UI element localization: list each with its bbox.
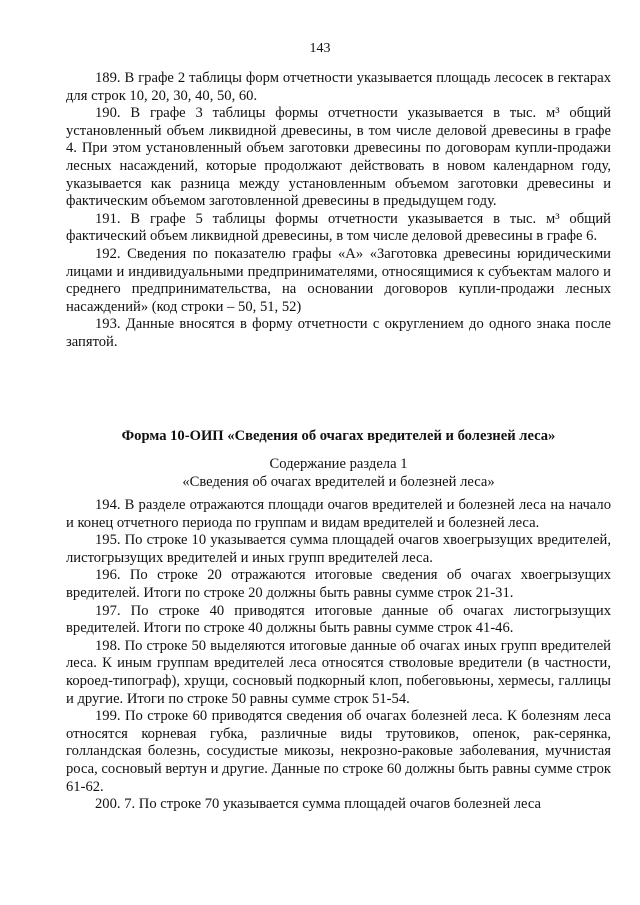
paragraph-200: 200. 7. По строке 70 указывается сумма площадей очагов болезней леса [95,796,542,813]
paragraph-199: 199. По строке 60 приводятся сведения об очагах болезней леса. К болезням леса относятся корневая губка, различные виды трутовиков, опенок, рак-серянка, голландская болезнь, сосудистые микозы, некрозно-раковые заболевания, мучнистая роса, сосновый вертун и другие. Данные по строке 60 должны быть равны сумме строк 61-62. [66,708,611,795]
section-title [66,456,611,491]
paragraph-194: 194. В разделе отражаются площади очагов вредителей и болезней леса на начало и конец отчетного периода по группам и видам вредителей и болезней леса. [66,497,611,531]
paragraph-196: 196. По строке 20 отражаются итоговые сведения об очагах хвоегрызущих вредителей. Итоги по строке 20 должны быть равны сумме строк 21-31. [66,567,611,601]
paragraph-193: 193. Данные вносятся в форму отчетности с округлением до одного знака после запятой. [66,316,611,350]
paragraph-191-text: В графе 5 таблицы формы отчетности указывается в тыс. м³ общий фактический объем ликвидной древесины, в том числе деловой древесины в графе 6. [66,210,611,245]
paragraph-195: 195. По строке 10 указывается сумма площадей очагов хвоегрызущих вредителей, листогрызущих вредителей и иных групп вредителей леса. [66,532,611,566]
paragraph-191-number: 191. [95,210,121,227]
paragraph-189: 189. В графе 2 таблицы форм отчетности указывается площадь лесосек в гектарах для строк 10, 20, 30, 40, 50, 60. [66,70,611,104]
paragraph-190-number: 190. [95,105,121,122]
form-title: Форма 10-ОИП «Сведения об очагах вредителей и болезней леса» [121,428,556,444]
paragraph-197: 197. По строке 40 приводятся итоговые данные об очагах листогрызущих вредителей. Итоги по строке 40 должны быть равны сумме строк 41-46. [66,602,611,637]
paragraph-191 [66,211,611,246]
paragraph-192: 192. Сведения по показателю графы «А» «Заготовка древесины юридическими лицами и индивидуальными предпринимателями, относящимися к субъектам малого и среднего предпринимательства, на основании договоров купли-продажи лесных насаждений» (код строки – 50, 51, 52) [66,245,611,315]
bottom-paragraphs [66,497,611,814]
page-number: 143 [309,41,331,56]
paragraph-198: 198. По строке 50 выделяются итоговые данные об очагах иных групп вредителей леса. К иным группам вредителей леса относятся стволовые вредители (в частности, короед-типограф), хрущи, сосновый подкорный клоп, побеговьюны, хермесы, галлицы и другие. Итоги по строке 50 равны сумме строк 51-54. [66,637,611,707]
top-paragraphs [66,70,611,352]
section-title-line2: «Сведения об очагах вредителей и болезней леса» [182,473,495,490]
paragraph-190 [66,105,611,211]
section-title-line1: Содержание раздела 1 [269,456,408,472]
paragraph-190-text: В графе 3 таблицы формы отчетности указывается в тыс. м³ общий установленный объем ликвидной древесины, в том числе деловой древесины в графе 4. При этом установленный объем заготовки древесины по договорам купли-продажи лесных насаждений, которые продолжают действовать в новом календарном году, указывается как разница между установленным объемом заготовки древесины и фактическим объемом заготовленной древесины в предыдущем году. [66,105,611,210]
